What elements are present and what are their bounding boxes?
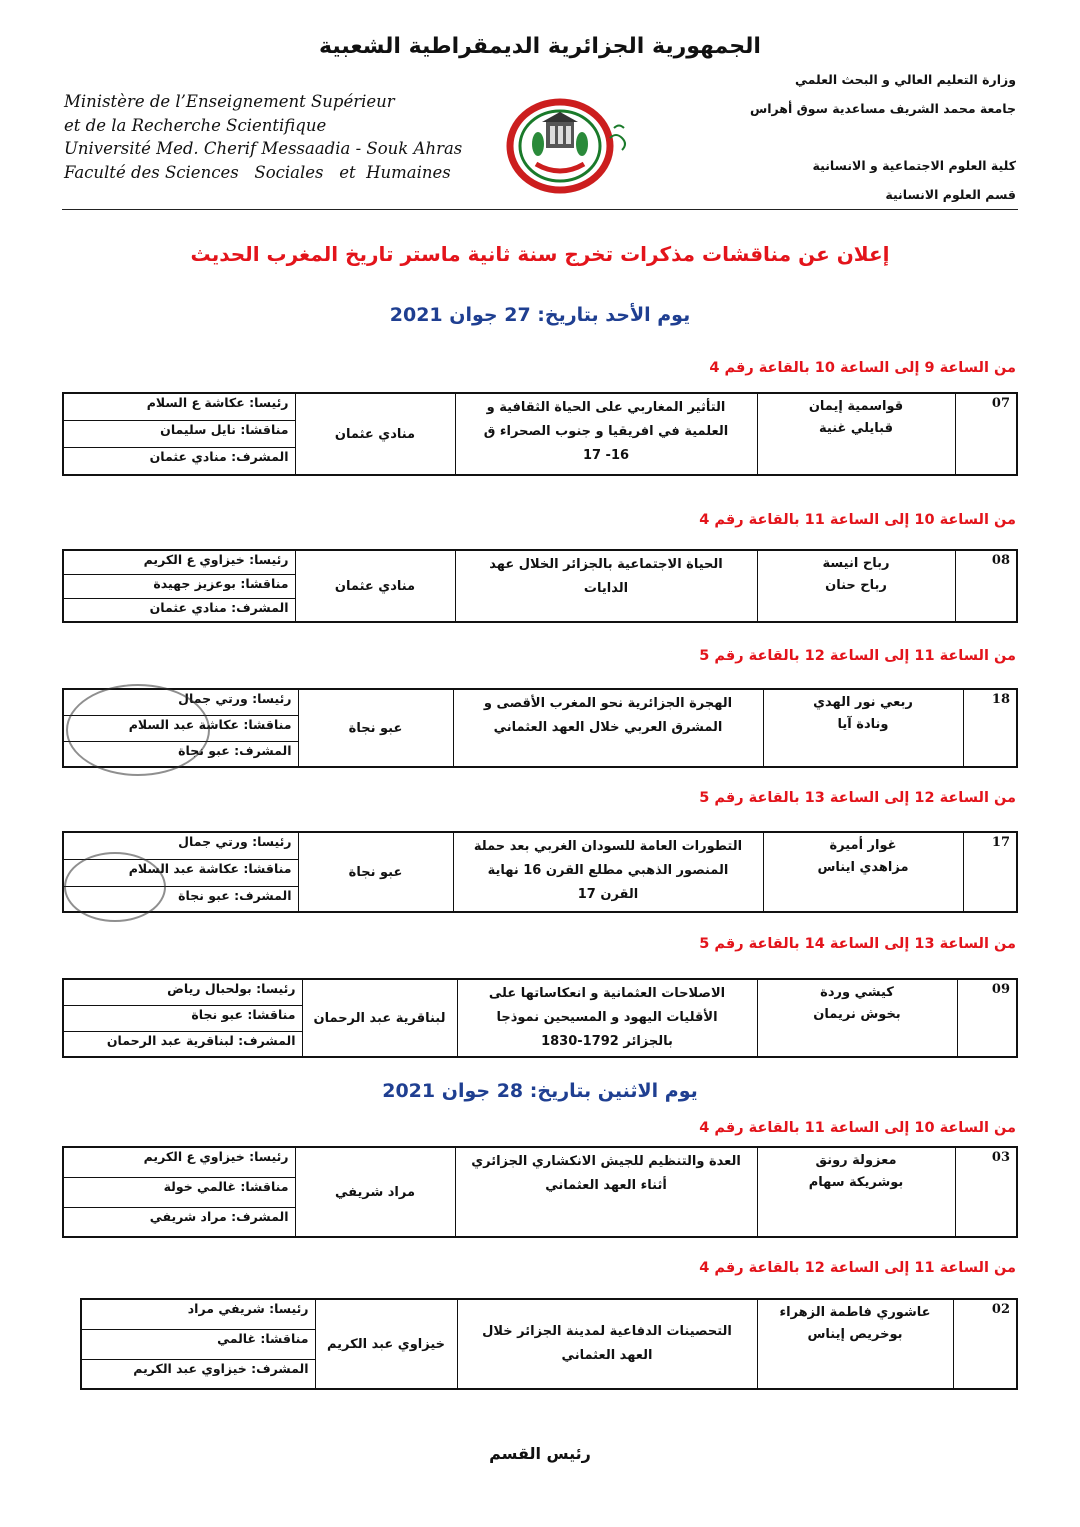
student-name: بوشريكة سهام xyxy=(808,1175,904,1190)
session-slot: من الساعة 12 إلى الساعة 13 بالقاعة رقم 5 xyxy=(699,790,1016,806)
republic-title: الجمهورية الجزائرية الديمقراطية الشعبية xyxy=(319,34,761,59)
thesis-title-line: الدايات xyxy=(583,581,629,596)
thesis-number: 02 xyxy=(953,1299,1017,1389)
faculty-stamp-icon xyxy=(66,684,210,776)
jury-supervisor: المشرف: منادي عثمان xyxy=(149,600,289,615)
jury-examiner: مناقشا: غالمي xyxy=(82,1330,315,1360)
jury-cell xyxy=(63,979,302,1057)
supervisor-cell: مراد شريفي xyxy=(295,1147,455,1237)
jury-supervisor: المشرف: مراد شريفي xyxy=(149,1209,289,1224)
students-cell xyxy=(757,1147,955,1237)
fr-ministry-line1: Ministère de l’Enseignement Supérieur xyxy=(64,92,395,111)
student-name: ربعي نور الهدي xyxy=(813,695,913,710)
session-table xyxy=(62,392,1018,476)
session-table xyxy=(62,978,1018,1058)
day-heading-sunday: يوم الأحد بتاريخ: 27 جوان 2021 xyxy=(389,304,691,326)
day-heading-monday: يوم الاثنين بتاريخ: 28 جوان 2021 xyxy=(382,1080,698,1102)
thesis-title-cell xyxy=(453,689,763,767)
thesis-title-cell xyxy=(455,393,757,475)
jury-cell xyxy=(63,1147,295,1237)
supervisor-cell: خيزاوي عبد الكريم xyxy=(315,1299,457,1389)
thesis-title-line: الهجرة الجزائرية نحو المغرب الأقصى و xyxy=(483,696,733,711)
student-name: قواسمية إيمان xyxy=(808,399,904,414)
university-logo-icon xyxy=(498,98,636,194)
student-name: رباح حنان xyxy=(825,578,887,593)
thesis-title-line: التحصينات الدفاعية لمدينة الجزائر خلال xyxy=(482,1324,732,1339)
student-name: معزولة رونق xyxy=(815,1153,897,1168)
fr-ministry-line2: et de la Recherche Scientifique xyxy=(64,115,327,135)
jury-supervisor: المشرف: عبو نجاة xyxy=(178,888,292,903)
thesis-title-line: أثناء العهد العثماني xyxy=(545,1178,667,1193)
students-cell xyxy=(757,550,955,622)
thesis-number: 08 xyxy=(955,550,1017,622)
jury-supervisor: المشرف: عبو نجاة xyxy=(178,743,292,758)
jury-president: رئيسا: خيزاوي ع الكريم xyxy=(64,1148,295,1178)
ar-ministry: وزارة التعليم العالي و البحث العلمي xyxy=(794,72,1016,87)
header-divider xyxy=(62,209,1018,210)
thesis-number: 18 xyxy=(963,689,1017,767)
student-name: مزاهدي ايناس xyxy=(817,860,909,875)
session-table xyxy=(62,1146,1018,1238)
student-name: ونادة آيا xyxy=(837,717,889,732)
jury-president: رئيسا: شريفي مراد xyxy=(82,1300,315,1330)
jury-president: رئيسا: خيزاوي ع الكريم xyxy=(64,551,295,575)
thesis-number: 03 xyxy=(955,1147,1017,1237)
session-slot: من الساعة 10 إلى الساعة 11 بالقاعة رقم 4 xyxy=(699,1120,1016,1136)
student-name: بوخريص إيناس xyxy=(807,1327,903,1342)
thesis-title-line: المشرق العربي خلال العهد العثماني xyxy=(493,720,723,735)
jury-supervisor: المشرف: خيزاوي عبد الكريم xyxy=(133,1361,309,1376)
jury-examiner: مناقشا: نايل سليمان xyxy=(64,421,295,448)
thesis-title-line: المنصور الذهبي مطلع القرن 16 نهاية xyxy=(487,863,729,878)
jury-supervisor: المشرف: منادي عثمان xyxy=(149,449,289,464)
student-name: قبايلي غنية xyxy=(819,421,893,436)
thesis-title-line: العدة والتنظيم للجيش الانكشاري الجزائري xyxy=(471,1154,741,1169)
announcement-title: إعلان عن مناقشات مذكرات تخرج سنة ثانية ماستر تاريخ المغرب الحديث xyxy=(190,242,890,266)
jury-supervisor: المشرف: لبناقرية عبد الرحمان xyxy=(106,1033,296,1048)
faculty-stamp-icon xyxy=(64,852,166,922)
jury-examiner: مناقشا: عبو نجاة xyxy=(64,1006,302,1032)
thesis-title-cell xyxy=(453,832,763,912)
session-slot: من الساعة 9 إلى الساعة 10 بالقاعة رقم 4 xyxy=(709,360,1016,376)
jury-examiner: مناقشا: عكاشة عبد السلام xyxy=(64,716,298,742)
thesis-title-line: الحياة الاجتماعية بالجزائر الخلال عهد xyxy=(489,557,723,572)
thesis-title-line: العهد العثماني xyxy=(561,1348,653,1363)
student-name: كيشي وردة xyxy=(820,985,894,1000)
jury-examiner: مناقشا: غالمي خولة xyxy=(64,1178,295,1208)
supervisor-cell: لبناقرية عبد الرحمان xyxy=(302,979,457,1057)
thesis-title-cell xyxy=(455,550,757,622)
ar-university: جامعة محمد الشريف مساعدية سوق أهراس xyxy=(750,101,1016,116)
students-cell xyxy=(757,1299,953,1389)
jury-examiner: مناقشا: بوعزيز جهيدة xyxy=(64,575,295,599)
student-name: بخوش نريمان xyxy=(813,1007,901,1022)
jury-cell xyxy=(81,1299,315,1389)
thesis-title-line: 16- 17 xyxy=(582,448,630,463)
fr-faculty: Faculté des Sciences Sociales et Humaines xyxy=(64,162,451,182)
thesis-number: 09 xyxy=(957,979,1017,1057)
student-name: غوار أميرة xyxy=(829,838,897,853)
jury-cell xyxy=(63,393,295,475)
jury-president: رئيسا: ورتي جمال xyxy=(64,690,298,716)
session-slot: من الساعة 11 إلى الساعة 12 بالقاعة رقم 4 xyxy=(699,1260,1016,1276)
supervisor-cell: منادي عثمان xyxy=(295,550,455,622)
jury-president: رئيسا: بولحبال رياض xyxy=(64,980,302,1006)
fr-university: Université Med. Cherif Messaadia - Souk Ahras xyxy=(64,139,463,158)
thesis-title-line: التطورات العامة للسودان الغربي بعد حملة xyxy=(473,839,743,854)
supervisor-cell: منادي عثمان xyxy=(295,393,455,475)
thesis-title-cell xyxy=(455,1147,757,1237)
jury-president: رئيسا: ورتي جمال xyxy=(64,833,298,860)
session-table xyxy=(62,831,1018,913)
supervisor-cell: عبو نجاة xyxy=(298,832,453,912)
student-name: رباح انيسة xyxy=(822,556,890,571)
thesis-title-line: القرن 17 xyxy=(577,887,639,902)
thesis-title-line: التأثير المغاربي على الحياة الثقافية و xyxy=(486,400,726,415)
jury-president: رئيسا: عكاشة ع السلام xyxy=(64,394,295,421)
session-slot: من الساعة 10 إلى الساعة 11 بالقاعة رقم 4 xyxy=(699,512,1016,528)
ar-department: قسم العلوم الانسانية xyxy=(885,187,1016,202)
thesis-title-cell xyxy=(457,979,757,1057)
session-slot: من الساعة 11 إلى الساعة 12 بالقاعة رقم 5 xyxy=(699,648,1016,664)
session-table xyxy=(80,1298,1018,1390)
thesis-number: 17 xyxy=(963,832,1017,912)
session-slot: من الساعة 13 إلى الساعة 14 بالقاعة رقم 5 xyxy=(699,936,1016,952)
thesis-title-line: الاصلاحات العثمانية و انعكاساتها على xyxy=(488,986,726,1001)
department-head-signature-label: رئيس القسم xyxy=(489,1444,591,1463)
students-cell xyxy=(763,832,963,912)
students-cell xyxy=(763,689,963,767)
students-cell xyxy=(757,393,955,475)
supervisor-cell: عبو نجاة xyxy=(298,689,453,767)
session-table xyxy=(62,549,1018,623)
thesis-title-cell xyxy=(457,1299,757,1389)
ar-faculty: كلية العلوم الاجتماعية و الانسانية xyxy=(812,158,1016,173)
thesis-number: 07 xyxy=(955,393,1017,475)
thesis-title-line: الأقليات اليهود و المسيحين نموذجا xyxy=(496,1010,718,1025)
students-cell xyxy=(757,979,957,1057)
jury-examiner: مناقشا: عكاشة عبد السلام xyxy=(64,860,298,887)
fr-header xyxy=(64,90,462,184)
student-name: عاشوري فاطمة الزهراء xyxy=(779,1305,931,1320)
thesis-title-line: العلمية في افريقيا و جنوب الصحراء ق xyxy=(483,424,729,439)
jury-cell xyxy=(63,550,295,622)
thesis-title-line: بالجزائر 1792-1830 xyxy=(541,1034,673,1049)
